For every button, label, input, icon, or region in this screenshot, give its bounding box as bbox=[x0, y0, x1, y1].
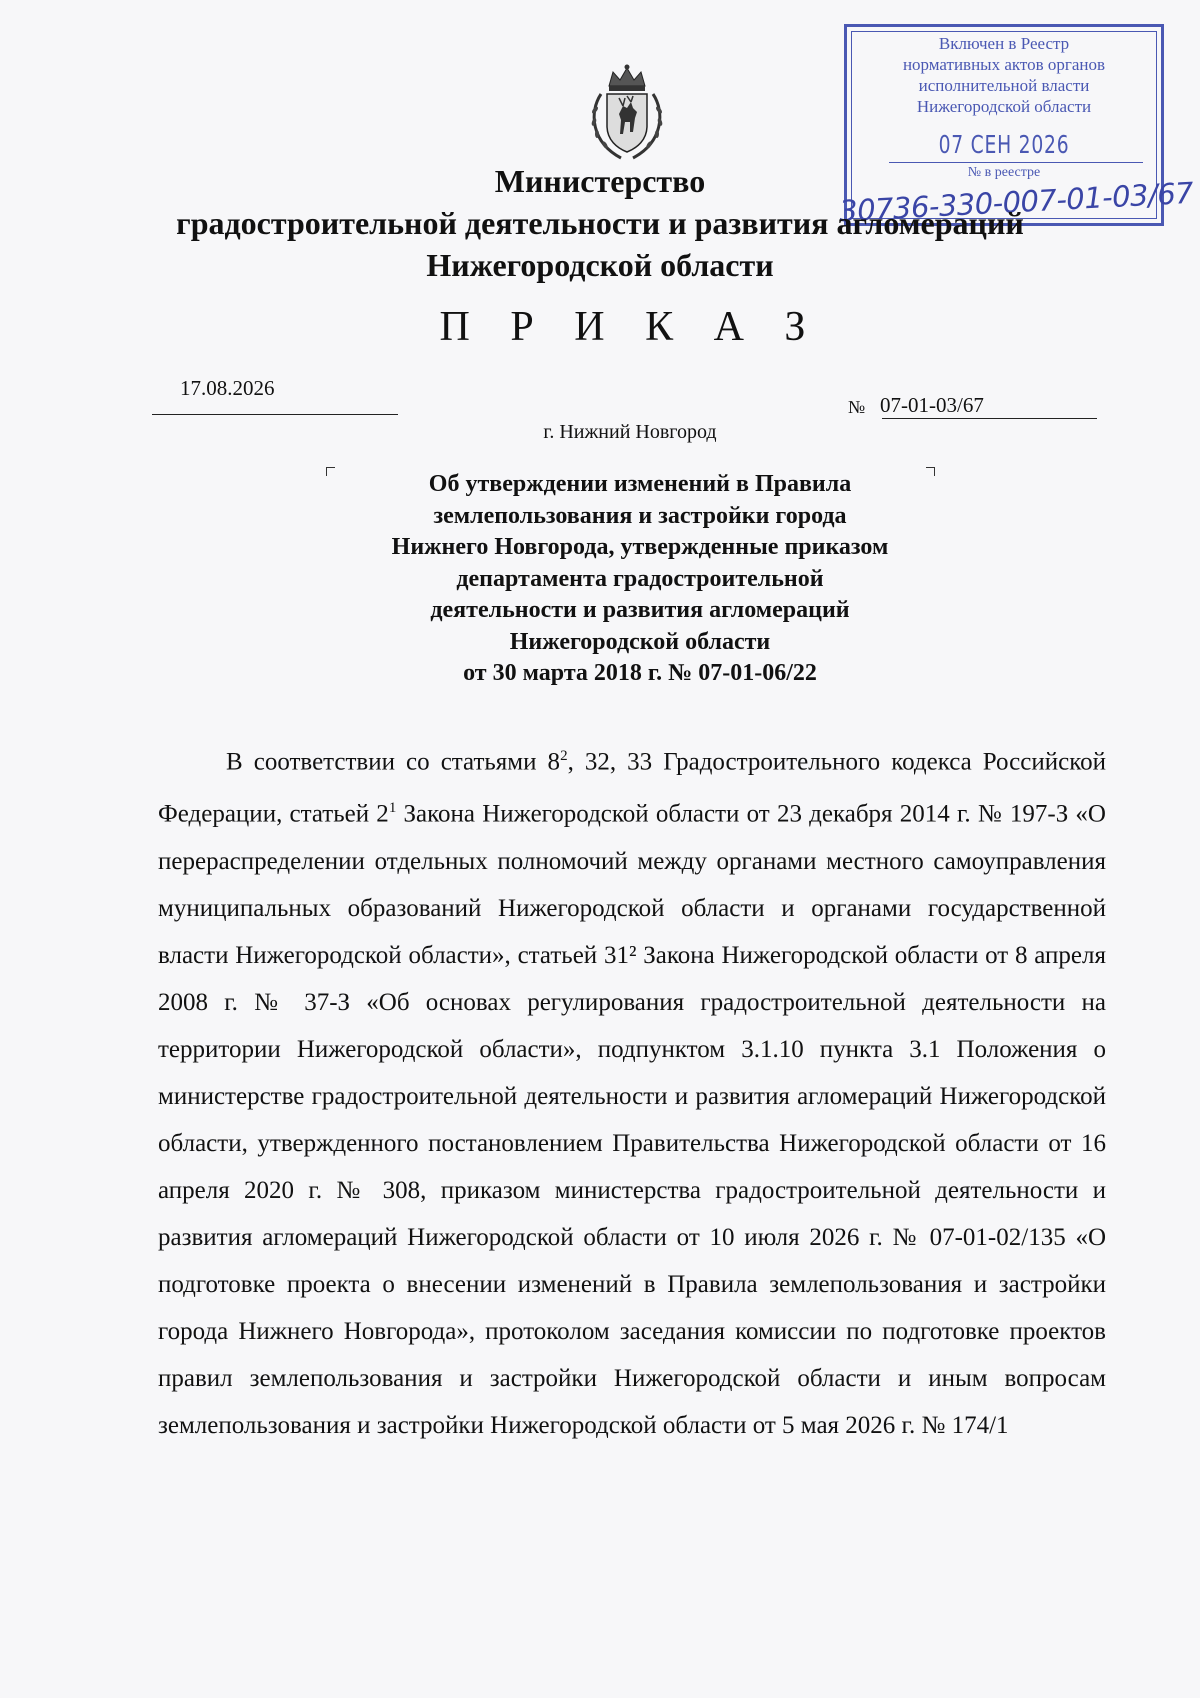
coat-of-arms-emblem bbox=[583, 62, 671, 164]
document-subject bbox=[320, 469, 960, 690]
subject-line: Нижнего Новгорода, утвержденные приказом bbox=[391, 534, 889, 560]
document-date: 17.08.2026 bbox=[180, 376, 275, 400]
city: г. Нижний Новгород bbox=[543, 421, 717, 443]
stamp-line: Нижегородской области bbox=[916, 97, 1092, 116]
subject-line: Об утверждении изменений в Правила bbox=[428, 471, 852, 497]
superscript: 2 bbox=[560, 748, 568, 764]
body-text: , 32, 33 Градостроительного кодекса Российской Федерации, статьей 2 bbox=[158, 748, 1106, 828]
subject-line: деятельности и развития агломераций bbox=[430, 597, 850, 623]
stamp-line: Включен в Реестр bbox=[938, 34, 1070, 53]
stamp-date: 07 СЕН 2026 bbox=[938, 130, 1070, 159]
document-type: П Р И К А З bbox=[439, 304, 821, 350]
body-paragraph bbox=[158, 733, 1106, 1449]
stamp-line: исполнительной власти bbox=[918, 76, 1090, 95]
stamp-registry-label: № в реестре bbox=[967, 165, 1041, 180]
body-text: В соответствии со статьями 8 bbox=[226, 748, 561, 776]
number-underline bbox=[882, 418, 1097, 419]
ministry-line: Нижегородской области bbox=[426, 247, 774, 283]
ministry-line: градостроительной деятельности и развития агломераций bbox=[176, 205, 1024, 241]
document-number: 07-01-03/67 bbox=[880, 393, 984, 417]
subject-line: Нижегородской области bbox=[509, 628, 771, 655]
ministry-title bbox=[100, 160, 1100, 286]
subject-line: от 30 марта 2018 г. № 07-01-06/22 bbox=[463, 660, 817, 686]
superscript: 1 bbox=[388, 800, 397, 817]
subject-line: департамента градостроительной bbox=[456, 565, 824, 592]
subject-line: землепользования и застройки города bbox=[433, 502, 847, 529]
number-label: № bbox=[848, 397, 866, 417]
stamp-line: нормативных актов органов bbox=[902, 55, 1106, 74]
date-underline bbox=[152, 414, 398, 415]
body-text: Закона Нижегородской области от 23 декабря 2014 г. № 197-З «О перераспределении отдельных полномочий между органами местного самоуправления муниципальных образований Нижегородской области и органами государственной власти Нижегородской области», статьей 31² bbox=[158, 800, 1106, 969]
body-text: Закона Нижегородской области от 8 апреля 2008 г. № 37-З «Об основах регулирования градостроительной деятельности на территории Нижегородской области», подпунктом 3.1.10 пункта 3.1 Положения о министерстве градостроительной деятельности и развития агломераций Нижегородской области, утвержденного постановлением Правительства Нижегородской области от 16 апреля 2020 г. № 308, приказом министерства градостроительной деятельности и развития агломераций Нижегородской области от 10 июля 2026 г. № 07-01-02/135 «О подготовке проекта о внесении изменений в Правила землепользования и застройки города Нижнего Новгорода», протоколом заседания комиссии по подготовке проектов правил землепользования и застройки Нижегородской области и иным вопросам землепользования и застройки Нижегородской области от 5 мая 2026 г. № 174/1 bbox=[158, 941, 1106, 1439]
stamp-registry-number: 30736-330-007-01-03/67 bbox=[838, 175, 1194, 229]
ministry-line: Министерство bbox=[494, 163, 706, 199]
